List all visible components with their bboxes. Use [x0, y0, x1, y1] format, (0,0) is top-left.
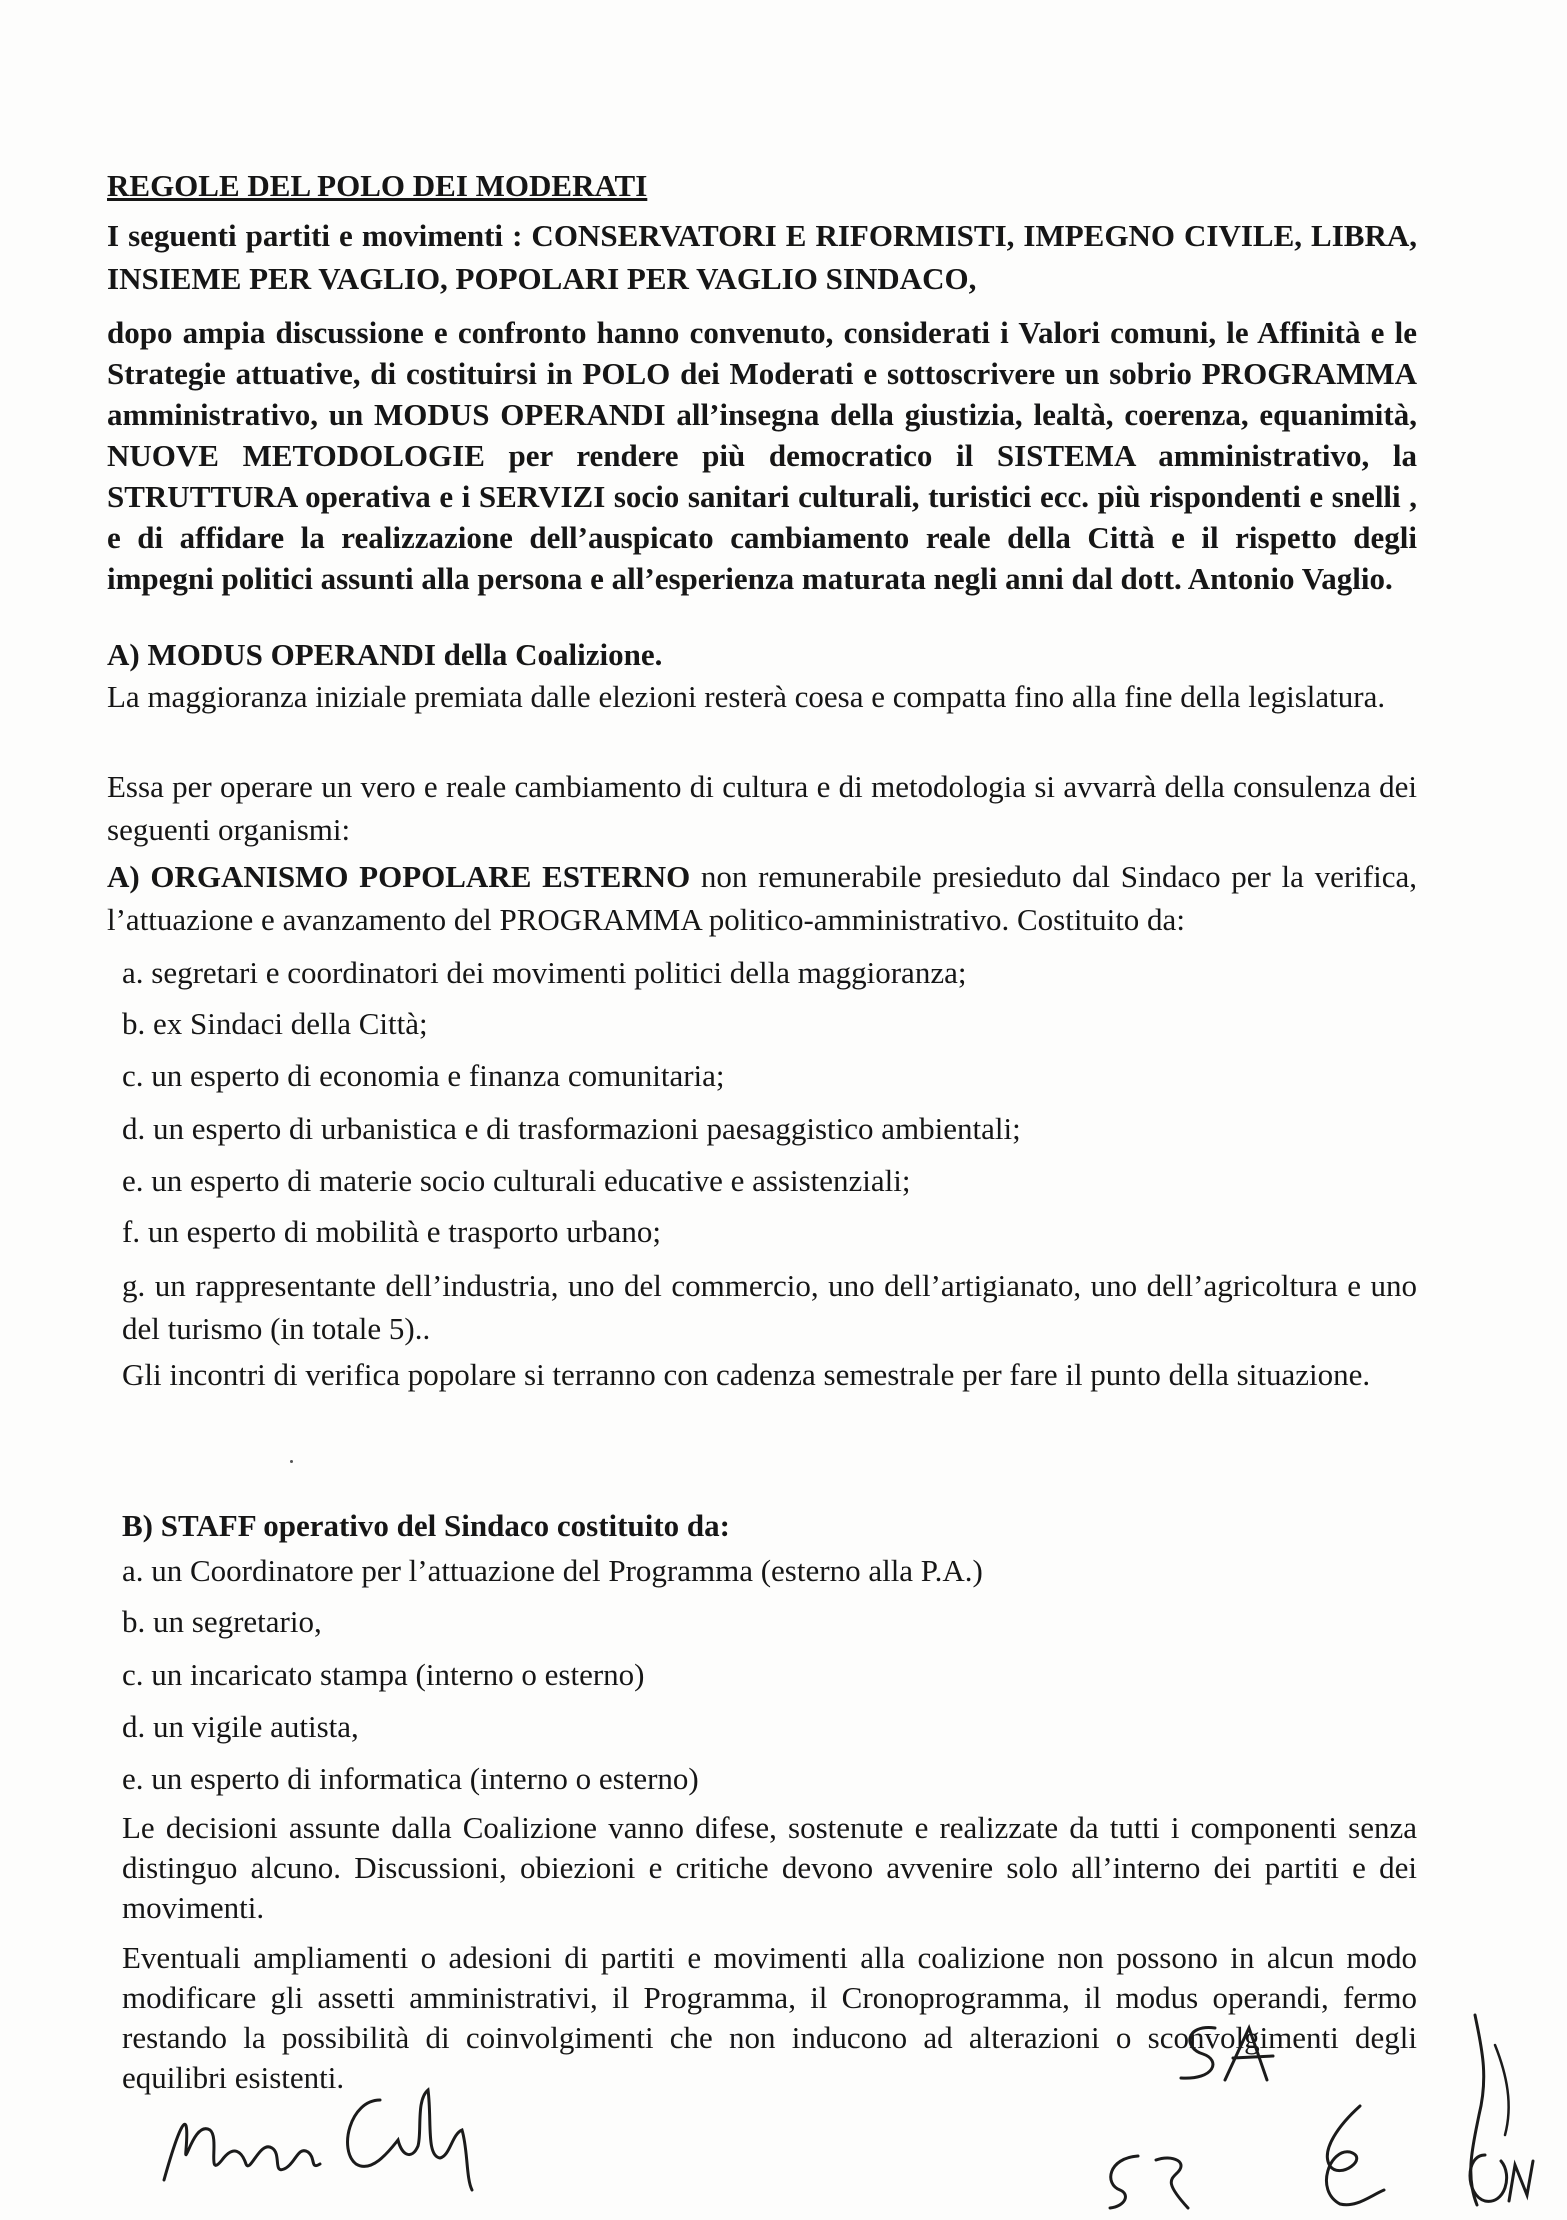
organismo-item: b. ex Sindaci della Città; [122, 1006, 428, 1041]
paragraph-consultancy: Essa per operare un vero e reale cambiamento di cultura e di metodologia si avvarrà della consulenza dei seguenti organismi: [107, 769, 1417, 847]
organismo-heading: A) ORGANISMO POPOLARE ESTERNO [107, 859, 691, 894]
organismo-text: non remunerabile presieduto dal Sindaco per la verifica, l’attuazione e avanzamento del PROGRAMMA politico-amministrativo. Costituito da: [107, 859, 1417, 937]
staff-item: d. un vigile autista, [122, 1709, 359, 1744]
signature-left [150, 2060, 480, 2205]
staff-item: a. un Coordinatore per l’attuazione del Programma (esterno alla P.A.) [122, 1553, 983, 1588]
scan-dot [290, 1460, 293, 1463]
organismo-item: f. un esperto di mobilità e trasporto urbano; [122, 1214, 661, 1249]
paragraph-meetings: Gli incontri di verifica popolare si terranno con cadenza semestrale per fare il punto della situazione. [122, 1357, 1371, 1392]
organismo-item: d. un esperto di urbanistica e di trasformazioni paesaggistico ambientali; [122, 1111, 1021, 1146]
organismo-item: e. un esperto di materie socio culturali educative e assistenziali; [122, 1163, 911, 1198]
initials-sr [1100, 2150, 1200, 2215]
organismo-item-g: g. un rappresentante dell’industria, uno del commercio, uno dell’artigianato, uno dell’agricoltura e uno del turismo (in totale 5).. [122, 1268, 1417, 1346]
paragraph-expansion: Eventuali ampliamenti o adesioni di partiti e movimenti alla coalizione non possono in alcun modo modificare gli assetti amministrativi, il Programma, il Cronoprogramma, il modus operandi, fermo restando la possibilità di coinvolgimenti che non inducono ad alterazioni o sconvolgimenti degli equilibri esistenti. [122, 1940, 1417, 2095]
signature-right [1455, 2005, 1545, 2220]
document-title: REGOLE DEL POLO DEI MODERATI [107, 168, 648, 203]
staff-item: e. un esperto di informatica (interno o esterno) [122, 1761, 699, 1796]
staff-item: c. un incaricato stampa (interno o esterno) [122, 1657, 645, 1692]
section-b-heading: B) STAFF operativo del Sindaco costituito da: [122, 1508, 730, 1543]
initials-e [1300, 2100, 1390, 2215]
paragraph-decisions: Le decisioni assunte dalla Coalizione vanno difese, sostenute e realizzate da tutti i componenti senza distinguo alcuno. Discussioni, obiezioni e critiche devono avvenire solo all’interno dei partiti e dei movimenti. [122, 1810, 1417, 1925]
paragraph-majority: La maggioranza iniziale premiata dalle elezioni resterà coesa e compatta fino alla fine della legislatura. [107, 679, 1386, 714]
organismo-item: a. segretari e coordinatori dei movimenti politici della maggioranza; [122, 955, 967, 990]
intro-paragraph: dopo ampia discussione e confronto hanno convenuto, considerati i Valori comuni, le Affinità e le Strategie attuative, di costituirsi in POLO dei Moderati e sottoscrivere un sobrio PROGRAMMA amministrativo, un MODUS OPERANDI all’insegna della giustizia, lealtà, coerenza, equanimità, NUOVE METODOLOGIE per rendere più democratico il SISTEMA amministrativo, la STRUTTURA operativa e i SERVIZI socio sanitari culturali, turistici ecc. più rispondenti e snelli , e di affidare la realizzazione dell’auspicato cambiamento reale della Città e il rispetto degli impegni politici assunti alla persona e all’esperienza maturata negli anni dal dott. Antonio Vaglio. [107, 315, 1417, 596]
initials-sa [1175, 2020, 1285, 2095]
parties-line: I seguenti partiti e movimenti : CONSERVATORI E RIFORMISTI, IMPEGNO CIVILE, LIBRA, INSIEME PER VAGLIO, POPOLARI PER VAGLIO SINDACO, [107, 218, 1417, 296]
section-a-heading: A) MODUS OPERANDI della Coalizione. [107, 637, 663, 672]
organismo-item: c. un esperto di economia e finanza comunitaria; [122, 1058, 725, 1093]
staff-item: b. un segretario, [122, 1604, 322, 1639]
organismo-paragraph [107, 855, 1417, 941]
